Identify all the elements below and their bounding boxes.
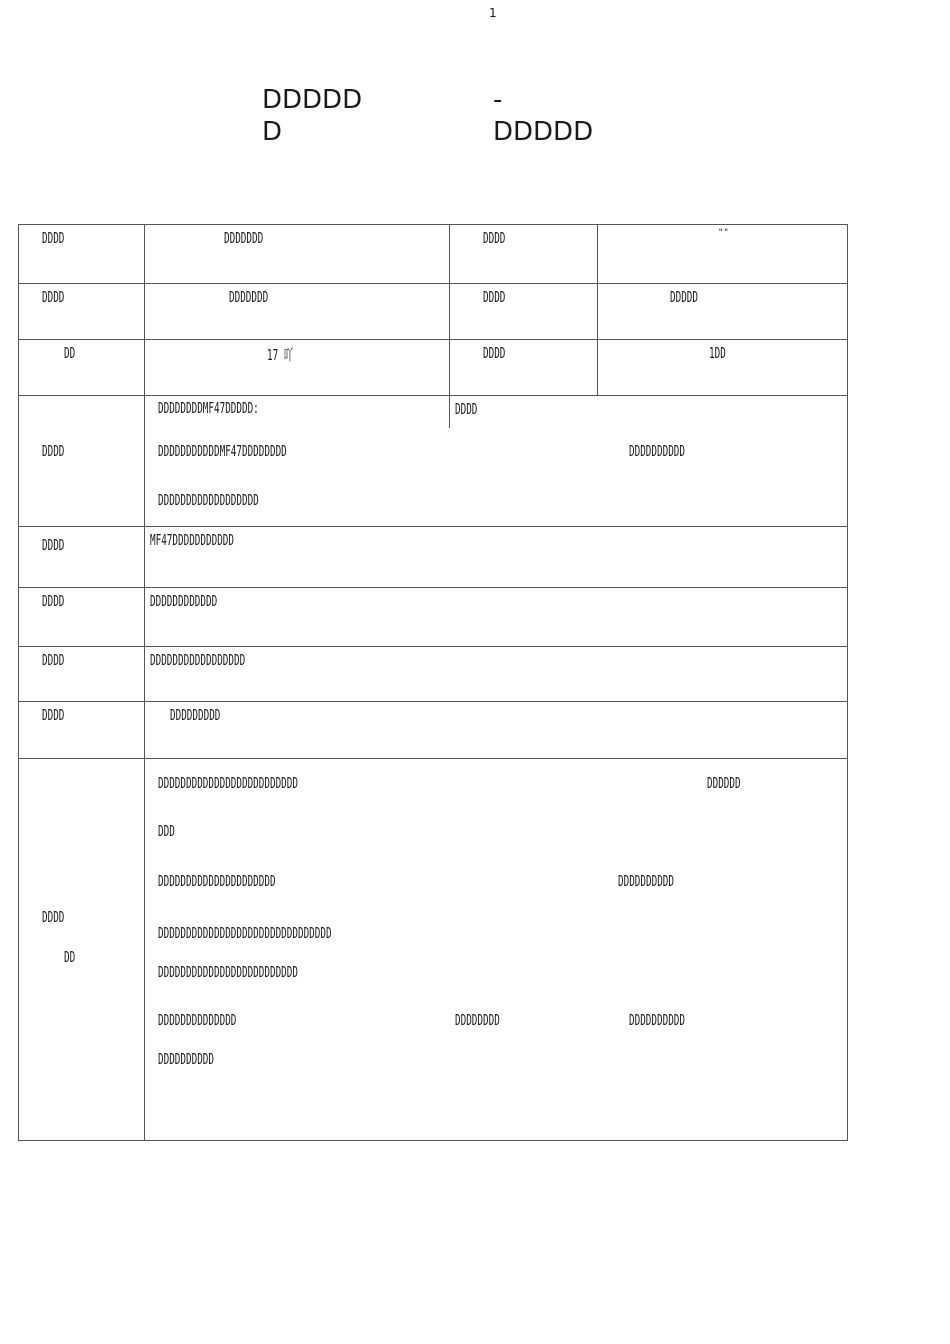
- row-divider: [18, 758, 848, 759]
- row4-line2-right: DDDDDDDDDD: [629, 442, 685, 460]
- row9-label-line2: DD: [64, 948, 76, 966]
- row8-value: DDDDDDDDD: [170, 706, 221, 724]
- row9-line3-right: DDDDDDDDDD: [618, 872, 674, 890]
- row4-line3: DDDDDDDDDDDDDDDDDD: [158, 491, 259, 509]
- row4-line1: DDDDDDDDMF47DDDDD:: [158, 399, 259, 417]
- row2-label: DDDD: [42, 288, 65, 306]
- row6-label: DDDD: [42, 592, 65, 610]
- title-right-line1: -: [493, 85, 503, 115]
- row3-label: DD: [64, 344, 76, 362]
- row-divider: [18, 395, 848, 396]
- title-right: [493, 84, 593, 148]
- row4-line2: DDDDDDDDDDDMF47DDDDDDDD: [158, 442, 287, 460]
- row9-line3: DDDDDDDDDDDDDDDDDDDDD: [158, 872, 276, 890]
- row9-line6c: DDDDDDDDDD: [629, 1011, 685, 1029]
- row2-value: DDDDDDD: [229, 288, 269, 306]
- row9-label-line1: DDDD: [42, 908, 65, 926]
- row1-value: DDDDDDD: [224, 229, 264, 247]
- row9-line4: DDDDDDDDDDDDDDDDDDDDDDDDDDDDDDD: [158, 924, 332, 942]
- row3-value2: 1DD: [709, 344, 726, 362]
- row1-label: DDDD: [42, 229, 65, 247]
- row9-line2: DDD: [158, 822, 175, 840]
- row3-label2: DDDD: [483, 344, 506, 362]
- row-divider: [18, 339, 848, 340]
- title-left-line2: D: [262, 117, 283, 147]
- row9-line1: DDDDDDDDDDDDDDDDDDDDDDDDD: [158, 774, 298, 792]
- row9-line6a: DDDDDDDDDDDDDD: [158, 1011, 237, 1029]
- row7-value: DDDDDDDDDDDDDDDDD: [150, 651, 246, 669]
- title-right-line2: DDDDD: [493, 117, 594, 147]
- row2-value2: DDDDD: [670, 288, 698, 306]
- row-divider: [18, 646, 848, 647]
- row5-value: MF47DDDDDDDDDDD: [150, 531, 234, 549]
- row9-line1-right: DDDDDD: [707, 774, 741, 792]
- row1-value2: "": [718, 228, 729, 238]
- row4-label: DDDD: [42, 442, 65, 460]
- row6-value: DDDDDDDDDDDD: [150, 592, 218, 610]
- row-divider: [18, 283, 848, 284]
- row9-line5: DDDDDDDDDDDDDDDDDDDDDDDDD: [158, 963, 298, 981]
- row5-label: DDDD: [42, 536, 65, 554]
- row-divider: [18, 526, 848, 527]
- row2-label2: DDDD: [483, 288, 506, 306]
- page-number: 1: [489, 6, 497, 20]
- row-divider: [18, 701, 848, 702]
- column-divider: [597, 224, 598, 395]
- title-left-line1: DDDDD: [262, 85, 363, 115]
- row9-line6b: DDDDDDDD: [455, 1011, 500, 1029]
- row3-value: 17 吖: [267, 346, 294, 364]
- title-left: [262, 84, 362, 148]
- row1-label2: DDDD: [483, 229, 506, 247]
- row7-label: DDDD: [42, 651, 65, 669]
- row4-line1-right: DDDD: [455, 400, 478, 418]
- column-divider: [449, 224, 450, 428]
- row-divider: [18, 587, 848, 588]
- column-divider: [144, 224, 145, 1141]
- row9-line7: DDDDDDDDDD: [158, 1050, 214, 1068]
- row8-label: DDDD: [42, 706, 65, 724]
